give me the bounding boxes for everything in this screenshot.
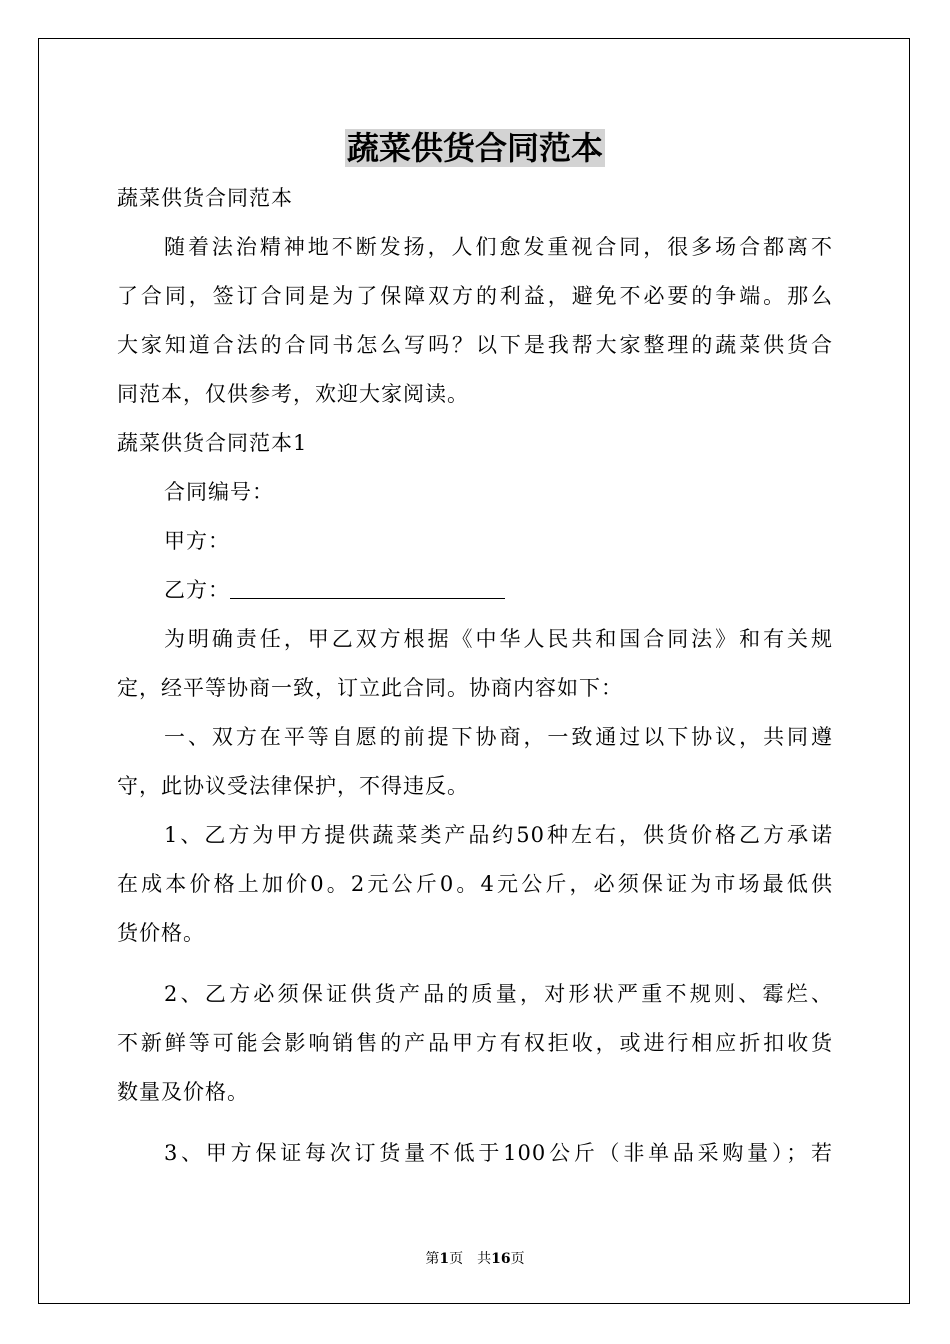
party-a-label: 甲方： — [164, 529, 230, 553]
paragraph-spacer — [117, 958, 833, 970]
page-mid: 页 共 — [449, 1251, 492, 1267]
paragraph-1-line-2: 定，经平等协商一致，订立此合同。协商内容如下： — [117, 676, 623, 700]
paragraph-3-line-2: 在成本价格上加价0。2元公斤0。4元公斤，必须保证为市场最低供 — [117, 872, 833, 896]
contract-number-label: 合同编号： — [164, 480, 274, 504]
paragraph-1-line-1: 为明确责任，甲乙双方根据《中华人民共和国合同法》和有关规 — [164, 627, 833, 651]
paragraph-5-line-1: 3、甲方保证每次订货量不低于100公斤（非单品采购量）；若 — [164, 1141, 833, 1165]
page-current: 1 — [439, 1251, 450, 1267]
intro-line-4: 同范本，仅供参考，欢迎大家阅读。 — [117, 382, 469, 406]
paragraph-3-line-3: 货价格。 — [117, 921, 205, 945]
document-title-text: 蔬菜供货合同范本 — [346, 129, 603, 167]
section-heading: 蔬菜供货合同范本1 — [117, 431, 308, 455]
subtitle: 蔬菜供货合同范本 — [117, 186, 293, 210]
paragraph-2-line-1: 一、双方在平等自愿的前提下协商，一致通过以下协议，共同遵 — [164, 725, 833, 749]
paragraph-2-line-2: 守，此协议受法律保护，不得违反。 — [117, 774, 469, 798]
paragraph-4-line-1: 2、乙方必须保证供货产品的质量，对形状严重不规则、霉烂、 — [164, 982, 833, 1006]
intro-line-2: 了合同，签订合同是为了保障双方的利益，避免不必要的争端。那么 — [117, 284, 833, 308]
paragraph-spacer — [117, 1117, 833, 1129]
party-b-row — [117, 566, 833, 615]
paragraph-4-line-3: 数量及价格。 — [117, 1080, 249, 1104]
document-body — [117, 174, 833, 1178]
party-b-label: 乙方： — [164, 578, 230, 602]
paragraph-3-line-1: 1、乙方为甲方提供蔬菜类产品约50种左右，供货价格乙方承诺 — [164, 823, 833, 847]
intro-line-3: 大家知道合法的合同书怎么写吗？以下是我帮大家整理的蔬菜供货合 — [117, 333, 833, 357]
party-b-blank-line — [230, 578, 505, 599]
page-suffix: 页 — [510, 1251, 525, 1267]
paragraph-4-line-2: 不新鲜等可能会影响销售的产品甲方有权拒收，或进行相应折扣收货 — [117, 1031, 833, 1055]
page-total: 16 — [491, 1251, 511, 1267]
page-prefix: 第 — [425, 1251, 440, 1267]
page-footer — [0, 1250, 950, 1268]
intro-line-1: 随着法治精神地不断发扬，人们愈发重视合同，很多场合都离不 — [164, 235, 833, 259]
document-title — [0, 124, 950, 172]
